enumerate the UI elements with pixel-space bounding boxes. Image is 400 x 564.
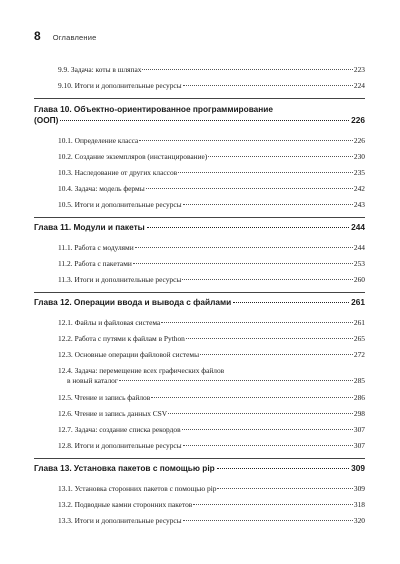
toc-entry-label: 12.7. Задача: создание списка рекордов xyxy=(58,425,181,434)
toc-entry-label: 12.5. Чтение и запись файлов xyxy=(58,393,151,402)
toc-entry-label: 12.8. Итоги и дополнительные ресурсы xyxy=(58,441,182,450)
toc-entry-11-1[interactable] xyxy=(34,240,365,256)
toc-entry-page: 253 xyxy=(353,259,365,268)
toc-entry-12-2[interactable] xyxy=(34,331,365,347)
chapter-page: 244 xyxy=(351,222,365,232)
toc-entry-page: 260 xyxy=(353,275,365,284)
toc-entry-label: 12.4. Задача: перемещение всех графических файлов xyxy=(58,366,225,375)
dot-leader xyxy=(183,445,353,446)
dot-leader xyxy=(178,172,353,173)
chapter-13-heading[interactable] xyxy=(34,458,365,476)
dot-leader xyxy=(233,302,349,303)
chapter-11-heading[interactable] xyxy=(34,217,365,235)
dot-leader xyxy=(200,354,353,355)
toc-entry-10-1[interactable] xyxy=(34,133,365,149)
toc-entry-page: 307 xyxy=(353,441,365,450)
dot-leader xyxy=(147,227,349,228)
toc-entry-9-9[interactable] xyxy=(34,62,365,78)
toc-entry-page: 244 xyxy=(353,243,365,252)
toc-entry-page: 320 xyxy=(353,516,365,525)
toc-entry-page: 261 xyxy=(353,318,365,327)
toc-entry-12-4[interactable] xyxy=(34,363,365,390)
toc-entry-9-10[interactable] xyxy=(34,78,365,94)
toc-entry-page: 307 xyxy=(353,425,365,434)
toc-entry-page: 230 xyxy=(353,152,365,161)
chapter-10-heading[interactable] xyxy=(34,98,365,128)
toc-entry-12-1[interactable] xyxy=(34,315,365,331)
dot-leader xyxy=(183,204,353,205)
toc-entry-label: 12.6. Чтение и запись данных CSV xyxy=(58,409,168,418)
dot-leader xyxy=(119,380,353,381)
chapter-12-heading[interactable] xyxy=(34,292,365,310)
chapter-title: Глава 10. Объектно-ориентированное программирование xyxy=(34,104,274,114)
toc-entry-label: 10.2. Создание экземпляров (инстанцирование) xyxy=(58,152,208,161)
chapter-title: Глава 11. Модули и пакеты xyxy=(34,222,145,232)
toc-entry-page: 309 xyxy=(353,484,365,493)
toc-entry-13-1[interactable] xyxy=(34,481,365,497)
toc-entry-label: 12.2. Работа с путями к файлам в Python xyxy=(58,334,185,343)
dot-leader xyxy=(139,140,353,141)
dot-leader xyxy=(135,247,353,248)
chapter-page: 309 xyxy=(351,463,365,473)
toc-entry-page: 285 xyxy=(353,376,365,385)
toc-entry-11-3[interactable] xyxy=(34,272,365,288)
toc-entry-label: 12.3. Основные операции файловой системы xyxy=(58,350,200,359)
toc-entry-label: 9.9. Задача: коты в шляпах xyxy=(58,65,142,74)
dot-leader xyxy=(182,429,353,430)
toc-entry-label: 11.2. Работа с пакетами xyxy=(58,259,132,268)
toc-entry-label-continued: в новый каталог xyxy=(67,376,118,385)
dot-leader xyxy=(146,188,353,189)
chapter-title-continued: (ООП) xyxy=(34,115,59,125)
toc-entry-label: 9.10. Итоги и дополнительные ресурсы xyxy=(58,81,182,90)
toc-entry-page: 235 xyxy=(353,168,365,177)
toc-entry-12-3[interactable] xyxy=(34,347,365,363)
toc-entry-page: 298 xyxy=(353,409,365,418)
dot-leader xyxy=(182,279,353,280)
toc-entry-page: 286 xyxy=(353,393,365,402)
toc-entry-page: 243 xyxy=(353,200,365,209)
toc-entry-label: 13.1. Установка сторонних пакетов с помощью pip xyxy=(58,484,217,493)
toc-entry-10-2[interactable] xyxy=(34,149,365,165)
dot-leader xyxy=(217,468,349,469)
chapter-title: Глава 13. Установка пакетов с помощью pip xyxy=(34,463,215,473)
dot-leader xyxy=(186,338,353,339)
dot-leader xyxy=(142,69,352,70)
toc-entry-label: 11.1. Работа с модулями xyxy=(58,243,134,252)
dot-leader xyxy=(208,156,353,157)
toc-entry-label: 10.1. Определение класса xyxy=(58,136,139,145)
toc-entry-page: 224 xyxy=(353,81,365,90)
toc-entry-12-5[interactable] xyxy=(34,390,365,406)
toc-entry-10-3[interactable] xyxy=(34,165,365,181)
toc-entry-page: 242 xyxy=(353,184,365,193)
toc-entry-label: 13.3. Итоги и дополнительные ресурсы xyxy=(58,516,182,525)
toc-entry-page: 272 xyxy=(353,350,365,359)
toc-entry-page: 226 xyxy=(353,136,365,145)
toc-entry-label: 11.3. Итоги и дополнительные ресурсы xyxy=(58,275,182,284)
dot-leader xyxy=(217,488,352,489)
toc-entry-13-2[interactable] xyxy=(34,497,365,513)
toc-entry-page: 223 xyxy=(353,65,365,74)
chapter-title: Глава 12. Операции ввода и вывода с файлами xyxy=(34,297,232,307)
toc-entry-label: 10.4. Задача: модель фермы xyxy=(58,184,145,193)
dot-leader xyxy=(183,85,353,86)
toc-entry-page: 265 xyxy=(353,334,365,343)
dot-leader xyxy=(60,120,349,121)
toc-entry-label: 12.1. Файлы и файловая система xyxy=(58,318,161,327)
toc-entry-label: 13.2. Подводные камни сторонних пакетов xyxy=(58,500,193,509)
toc-entry-10-5[interactable] xyxy=(34,197,365,213)
toc-entry-page: 318 xyxy=(353,500,365,509)
toc-entry-12-6[interactable] xyxy=(34,406,365,422)
dot-leader xyxy=(161,322,353,323)
toc-entry-label: 10.5. Итоги и дополнительные ресурсы xyxy=(58,200,182,209)
toc-entry-11-2[interactable] xyxy=(34,256,365,272)
dot-leader xyxy=(151,397,353,398)
chapter-page: 226 xyxy=(351,115,365,125)
toc-entry-10-4[interactable] xyxy=(34,181,365,197)
toc-entry-label: 10.3. Наследование от других классов xyxy=(58,168,178,177)
dot-leader xyxy=(183,520,353,521)
running-title: Оглавление xyxy=(52,33,97,42)
table-of-contents xyxy=(34,62,365,529)
page-number: 8 xyxy=(34,29,41,43)
toc-entry-12-8[interactable] xyxy=(34,438,365,454)
chapter-page: 261 xyxy=(351,297,365,307)
toc-entry-13-3[interactable] xyxy=(34,513,365,529)
dot-leader xyxy=(168,413,353,414)
dot-leader xyxy=(133,263,353,264)
dot-leader xyxy=(193,504,353,505)
toc-entry-12-7[interactable] xyxy=(34,422,365,438)
page-header xyxy=(34,29,97,43)
